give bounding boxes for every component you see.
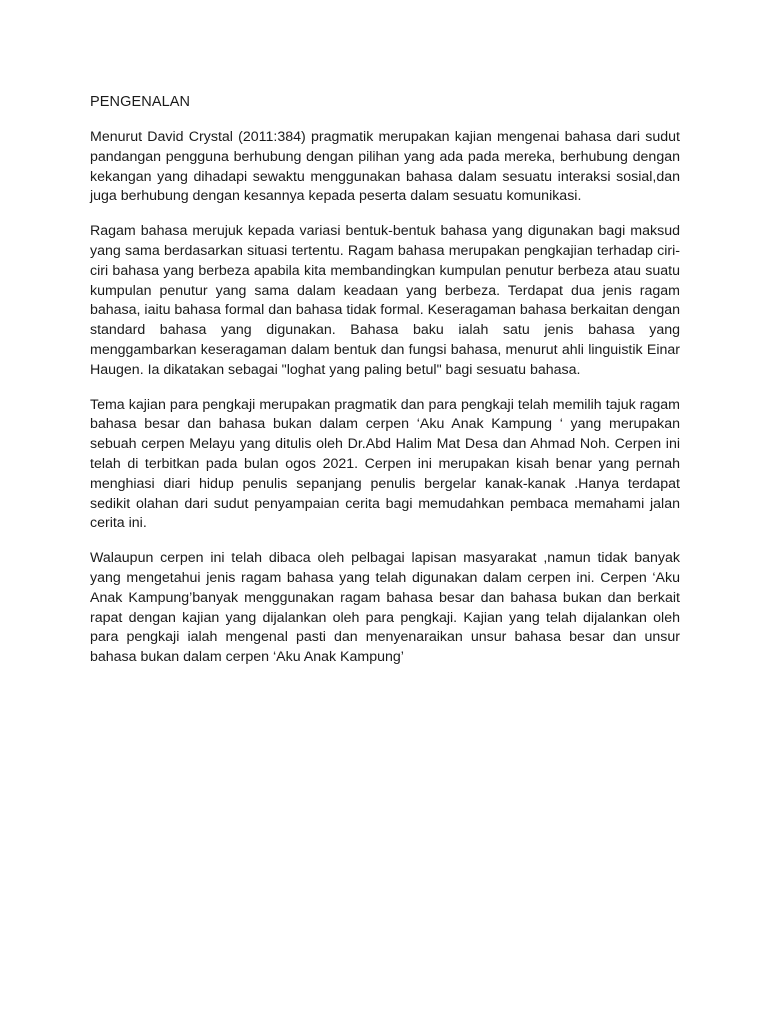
paragraph-tema-kajian: Tema kajian para pengkaji merupakan pragmatik dan para pengkaji telah memilih tajuk ragam bahasa besar dan bahasa bukan dalam cerpen ‘Aku Anak Kampung ‘ yang merupakan sebuah cerpen Melayu yang ditulis oleh Dr.Abd Halim Mat Desa dan Ahmad Noh. Cerpen ini telah di terbitkan pada bulan ogos 2021. Cerpen ini merupakan kisah benar yang pernah menghiasi diari hidup penulis sepanjang penulis bergelar kanak-kanak .Hanya terdapat sedikit olahan dari sudut penyampaian cerita bagi memudahkan pembaca memahami jalan cerita ini. [90,396,680,532]
paragraph-ragam-bahasa: Ragam bahasa merujuk kepada variasi bentuk-bentuk bahasa yang digunakan bagi maksud yang sama berdasarkan situasi tertentu. Ragam bahasa merupakan pengkajian terhadap ciri-ciri bahasa yang berbeza apabila kita membandingkan kumpulan penutur berbeza atau suatu kumpulan penutur yang sama dalam keadaan yang berbeza. Terdapat dua jenis ragam bahasa, iaitu bahasa formal dan bahasa tidak formal. Keseragaman bahasa berkaitan dengan standard bahasa yang digunakan. Bahasa baku ialah satu jenis bahasa yang menggambarkan keseragaman dalam bentuk dan fungsi bahasa, menurut ahli linguistik Einar Haugen. Ia dikatakan sebagai "loghat yang paling betul" bagi sesuatu bahasa. [90,223,680,378]
document-heading: PENGENALAN [90,94,191,110]
document-page [90,92,680,683]
paragraph-walaupun-cerpen: Walaupun cerpen ini telah dibaca oleh pelbagai lapisan masyarakat ,namun tidak banyak yang mengetahui jenis ragam bahasa yang telah digunakan dalam cerpen ini. Cerpen ‘Aku Anak Kampung’banyak menggunakan ragam bahasa besar dan bahasa bukan dan berkait rapat dengan kajian yang dijalankan oleh para pengkaji. Kajian yang telah dijalankan oleh para pengkaji ialah mengenal pasti dan menyenaraikan unsur bahasa besar dan unsur bahasa bukan dalam cerpen ‘Aku Anak Kampung’ [90,550,680,666]
paragraph-intro-pragmatik: Menurut David Crystal (2011:384) pragmatik merupakan kajian mengenai bahasa dari sudut pandangan pengguna berhubung dengan pilihan yang ada pada mereka, berhubung dengan kekangan yang dihadapi sewaktu menggunakan bahasa dalam sesuatu interaksi sosial,dan juga berhubung dengan kesannya kepada peserta dalam sesuatu komunikasi. [90,129,680,205]
